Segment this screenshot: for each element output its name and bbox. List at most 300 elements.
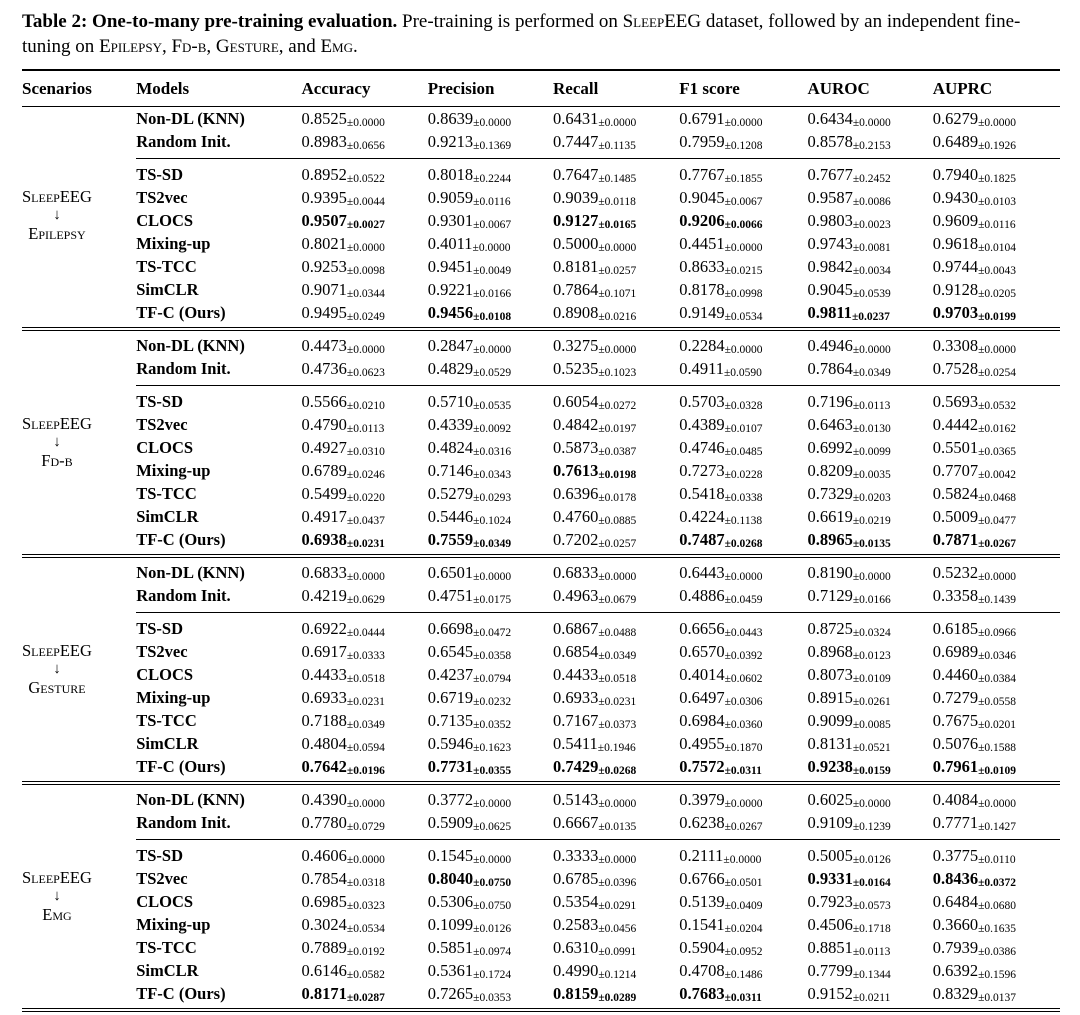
metric-mean: 0.6146 [301,960,347,980]
metric-mean: 0.4990 [553,960,599,980]
metric-mean: 0.9430 [932,187,979,207]
model-name: Non-DL (KNN) [136,335,245,355]
metric-mean: 0.7572 [679,756,725,776]
metric-std: ±0.0459 [724,593,763,606]
metric-cell [807,107,932,131]
metric-std: ±0.0349 [598,649,637,662]
metric-cell [933,130,1060,158]
metric-std: ±0.0178 [598,491,637,504]
metric-std: ±0.0228 [724,468,763,481]
metric-std: ±0.0197 [598,422,637,435]
metric-mean: 0.6791 [679,108,725,128]
metric-mean: 0.6785 [553,868,599,888]
metric-std: ±0.0166 [473,287,512,300]
metric-cell [679,232,807,255]
metric-std: ±0.0237 [851,310,890,323]
metric-cell [302,890,428,913]
metric-cell [679,788,807,811]
metric-cell [302,459,428,482]
metric-mean: 0.8329 [932,983,979,1003]
metric-std: ±0.0373 [598,718,637,731]
metric-std: ±0.0023 [852,218,891,231]
metric-std: ±0.1208 [724,139,763,152]
metric-cell [807,982,932,1005]
metric-std: ±0.0750 [473,899,512,912]
metric-cell [302,561,428,584]
metric-std: ±0.0991 [598,945,637,958]
metric-cell [302,788,428,811]
metric-cell [933,459,1060,482]
metric-std: ±0.1344 [852,968,891,981]
metric-std: ±0.0293 [473,491,512,504]
metric-cell [302,612,428,640]
metric-mean: 0.6984 [679,710,725,730]
metric-cell [679,709,807,732]
metric-cell [428,663,553,686]
metric-std: ±0.0085 [852,718,891,731]
metric-mean: 0.5411 [553,733,598,753]
metric-mean: 0.2847 [427,335,474,355]
metric-mean: 0.9609 [932,210,979,230]
metric-std: ±0.0034 [852,264,891,277]
table-row [22,413,1060,436]
metric-mean: 0.4886 [679,585,725,605]
metric-cell [807,663,932,686]
metric-mean: 0.5946 [427,733,474,753]
metric-std: ±0.1023 [598,366,637,379]
metric-std: ±0.0164 [852,876,891,889]
metric-cell [933,663,1060,686]
metric-cell [302,982,428,1005]
metric-std: ±0.0316 [473,445,512,458]
metric-cell [428,890,553,913]
metric-mean: 0.5446 [427,506,474,526]
model-name: TS-SD [136,612,301,640]
scenario-target: Epilepsy [28,223,86,243]
metric-std: ±0.0349 [473,537,512,550]
metric-std: ±0.0000 [724,241,763,254]
scenario-cell [22,561,136,778]
metric-cell [933,640,1060,663]
table-caption [22,9,1060,59]
metric-std: ±0.0219 [852,514,891,527]
metric-mean: 0.5279 [427,483,474,503]
scenario-cell [22,107,136,325]
column-header-accuracy: Accuracy [302,70,428,107]
table-row [22,612,1060,640]
metric-mean: 0.3772 [427,789,474,809]
model-name: TS2vec [136,868,188,888]
metric-mean: 0.7528 [932,358,979,378]
column-header-auroc: AUROC [807,70,932,107]
metric-cell [679,334,807,357]
metric-std: ±0.0323 [346,899,385,912]
metric-cell [933,255,1060,278]
metric-mean: 0.6833 [553,562,599,582]
metric-std: ±0.1724 [473,968,512,981]
metric-cell [679,482,807,505]
metric-mean: 0.6719 [427,687,474,707]
metric-std: ±0.0126 [473,922,512,935]
table-row [22,561,1060,584]
metric-cell [679,839,807,867]
table-row [22,232,1060,255]
metric-std: ±0.0205 [978,287,1017,300]
metric-cell [807,732,932,755]
model-name: CLOCS [136,437,194,457]
metric-cell [553,209,679,232]
metric-mean: 0.7167 [553,710,599,730]
metric-cell [679,640,807,663]
metric-std: ±0.0679 [598,593,637,606]
metric-std: ±0.0000 [473,797,512,810]
metric-std: ±0.0067 [724,195,763,208]
metric-mean: 0.7429 [553,756,599,776]
metric-std: ±0.0196 [346,764,385,777]
table-row [22,459,1060,482]
metric-mean: 0.8178 [679,279,725,299]
down-arrow-icon: ↓ [53,661,61,678]
model-name: TS-SD [136,839,301,867]
metric-cell [428,788,553,811]
metric-mean: 0.4011 [427,233,473,253]
column-header-recall: Recall [553,70,679,107]
metric-std: ±0.0000 [852,343,891,356]
metric-std: ±0.0249 [346,310,385,323]
metric-cell [807,561,932,584]
metric-cell [807,528,932,551]
metric-cell [428,209,553,232]
metric-cell [553,890,679,913]
metric-mean: 0.6443 [679,562,725,582]
metric-mean: 0.8018 [427,164,474,184]
scenario-source: SleepEEG [22,186,92,206]
caption-dataset-name: Gesture [215,36,279,58]
metric-mean: 0.6279 [932,108,979,128]
metric-cell [553,663,679,686]
metric-std: ±0.0349 [346,718,385,731]
metric-cell [302,232,428,255]
metric-cell [933,788,1060,811]
metric-cell [933,334,1060,357]
metric-mean: 0.5000 [553,233,599,253]
metric-mean: 0.8965 [807,529,853,549]
metric-mean: 0.4911 [679,358,724,378]
metric-std: ±0.0130 [852,422,891,435]
metric-cell [302,107,428,131]
metric-mean: 0.4390 [301,789,347,809]
metric-cell [553,255,679,278]
metric-cell [807,209,932,232]
metric-cell [428,186,553,209]
metric-std: ±0.0392 [724,649,763,662]
metric-std: ±0.0210 [346,399,385,412]
metric-mean: 0.7487 [679,529,725,549]
metric-mean: 0.6310 [553,937,599,957]
metric-cell [428,232,553,255]
metric-cell [302,385,428,413]
table-row [22,686,1060,709]
metric-cell [807,936,932,959]
metric-std: ±0.0268 [724,537,763,550]
metric-std: ±0.2244 [473,172,512,185]
metric-cell [302,755,428,778]
separator-cell [22,778,1060,788]
metric-mean: 0.7923 [807,891,853,911]
metric-std: ±0.0135 [598,820,637,833]
metric-std: ±0.0267 [724,820,763,833]
metric-cell [933,732,1060,755]
metric-cell [679,301,807,324]
metric-cell [302,505,428,528]
metric-cell [553,413,679,436]
down-arrow-icon: ↓ [53,207,61,224]
metric-cell [933,357,1060,385]
metric-cell [807,413,932,436]
metric-std: ±0.0267 [978,537,1017,550]
metric-mean: 0.5139 [679,891,725,911]
metric-mean: 0.5703 [679,391,725,411]
metric-cell [807,357,932,385]
metric-cell [933,209,1060,232]
metric-cell [553,584,679,612]
metric-std: ±0.0310 [346,445,385,458]
metric-cell [553,755,679,778]
metric-cell [933,982,1060,1005]
metric-cell [807,612,932,640]
column-header-scenarios: Scenarios [22,70,136,107]
metric-std: ±0.0231 [346,537,385,550]
metric-mean: 0.6545 [427,641,474,661]
metric-mean: 0.4963 [553,585,599,605]
metric-mean: 0.7939 [932,937,979,957]
metric-cell [428,301,553,324]
metric-mean: 0.6917 [301,641,347,661]
metric-mean: 0.8639 [427,108,474,128]
metric-mean: 0.5904 [679,937,725,957]
metric-cell [807,278,932,301]
table-row [22,936,1060,959]
metric-cell [933,385,1060,413]
model-name: TF-C (Ours) [136,529,226,549]
metric-mean: 0.8968 [807,641,853,661]
model-name: TS-TCC [136,710,197,730]
scenario-source: SleepEEG [22,413,92,433]
metric-mean: 0.7642 [301,756,347,776]
metric-mean: 0.9743 [807,233,853,253]
metric-std: ±0.0199 [978,310,1017,323]
metric-cell [807,186,932,209]
metric-std: ±0.0522 [346,172,385,185]
block-separator [22,1005,1060,1015]
metric-std: ±0.0108 [473,310,512,323]
metric-mean: 0.9206 [679,210,725,230]
metric-mean: 0.6992 [807,437,853,457]
metric-cell [553,107,679,131]
metric-mean: 0.5873 [553,437,599,457]
metric-mean: 0.4237 [427,664,474,684]
metric-cell [807,436,932,459]
metric-mean: 0.6396 [553,483,599,503]
metric-std: ±0.0346 [978,649,1017,662]
metric-cell [428,385,553,413]
metric-std: ±0.0000 [978,343,1017,356]
table-body [22,107,1060,1015]
metric-mean: 0.7675 [932,710,979,730]
metric-cell [428,528,553,551]
metric-cell [933,839,1060,867]
metric-std: ±0.0000 [346,343,385,356]
metric-mean: 0.9618 [932,233,979,253]
metric-mean: 0.8040 [427,868,474,888]
metric-cell [302,528,428,551]
metric-std: ±0.0216 [598,310,637,323]
metric-mean: 0.7135 [427,710,474,730]
table-row [22,334,1060,357]
table-row [22,788,1060,811]
metric-cell [553,301,679,324]
metric-cell [428,913,553,936]
model-name: Random Init. [136,585,231,605]
metric-cell [933,278,1060,301]
metric-std: ±0.0049 [473,264,512,277]
metric-mean: 0.8908 [553,302,599,322]
metric-mean: 0.7864 [807,358,853,378]
metric-mean: 0.1545 [427,845,474,865]
metric-std: ±0.0966 [978,626,1017,639]
metric-mean: 0.7202 [553,529,599,549]
metric-mean: 0.5354 [553,891,599,911]
metric-cell [807,482,932,505]
metric-cell [933,107,1060,131]
metric-mean: 0.9039 [553,187,599,207]
metric-cell [807,640,932,663]
metric-cell [679,811,807,839]
metric-mean: 0.4751 [427,585,474,605]
scenario-cell [22,788,136,1005]
metric-std: ±0.1138 [724,514,763,527]
metric-mean: 0.7959 [679,131,725,151]
header-row [22,70,1060,107]
metric-mean: 0.7871 [932,529,979,549]
down-arrow-icon: ↓ [53,888,61,905]
metric-mean: 0.5418 [679,483,725,503]
metric-mean: 0.7771 [932,812,979,832]
metric-cell [679,732,807,755]
metric-mean: 0.1099 [427,914,474,934]
metric-mean: 0.4219 [301,585,347,605]
metric-cell [807,505,932,528]
metric-std: ±0.0521 [852,741,891,754]
metric-mean: 0.6698 [427,618,474,638]
scenario-target: Fd-b [41,450,73,470]
model-name: Mixing-up [136,460,211,480]
scenario-label [22,641,92,699]
metric-std: ±0.0118 [598,195,636,208]
metric-std: ±0.1024 [473,514,512,527]
metric-cell [302,867,428,890]
metric-cell [807,130,932,158]
table-row [22,255,1060,278]
metric-mean: 0.9811 [807,302,852,322]
metric-std: ±0.0000 [473,116,512,129]
metric-mean: 0.6667 [553,812,599,832]
metric-cell [302,732,428,755]
metric-mean: 0.4014 [679,664,725,684]
metric-cell [302,301,428,324]
metric-std: ±0.0159 [852,764,891,777]
metric-mean: 0.6238 [679,812,725,832]
metric-std: ±0.0231 [346,695,385,708]
metric-cell [302,584,428,612]
metric-mean: 0.3775 [932,845,979,865]
metric-mean: 0.2111 [679,845,724,865]
scenario-cell [22,334,136,551]
metric-mean: 0.1541 [679,914,725,934]
metric-cell [933,686,1060,709]
metric-std: ±0.1588 [978,741,1017,754]
metric-cell [807,232,932,255]
metric-mean: 0.6185 [932,618,979,638]
metric-std: ±0.0000 [598,853,637,866]
metric-mean: 0.9045 [807,279,853,299]
metric-std: ±0.0384 [978,672,1017,685]
metric-cell [302,186,428,209]
metric-cell [933,505,1060,528]
metric-std: ±0.0215 [724,264,763,277]
metric-mean: 0.4451 [679,233,725,253]
metric-std: ±0.0000 [723,853,762,866]
metric-mean: 0.9127 [553,210,599,230]
metric-std: ±0.0103 [978,195,1017,208]
metric-mean: 0.5851 [427,937,474,957]
metric-mean: 0.7613 [553,460,599,480]
metric-mean: 0.3358 [932,585,979,605]
metric-std: ±0.0086 [852,195,891,208]
metric-cell [679,436,807,459]
metric-mean: 0.6570 [679,641,725,661]
table-row [22,755,1060,778]
metric-std: ±0.0387 [598,445,637,458]
metric-std: ±0.0437 [346,514,385,527]
column-header-f1-score: F1 score [679,70,807,107]
metric-mean: 0.9213 [427,131,474,151]
metric-mean: 0.9703 [932,302,979,322]
metric-mean: 0.7273 [679,460,725,480]
metric-mean: 0.7279 [932,687,979,707]
metric-mean: 0.6867 [553,618,599,638]
metric-mean: 0.6656 [679,618,725,638]
metric-cell [302,130,428,158]
metric-cell [679,612,807,640]
table-row [22,130,1060,158]
metric-mean: 0.8159 [553,983,599,1003]
metric-std: ±0.0488 [598,626,637,639]
metric-cell [933,709,1060,732]
model-name: Non-DL (KNN) [136,108,245,128]
model-name: CLOCS [136,664,194,684]
metric-cell [933,482,1060,505]
metric-cell [807,839,932,867]
metric-cell [428,839,553,867]
metric-mean: 0.3024 [301,914,347,934]
metric-std: ±0.0372 [978,876,1017,889]
metric-mean: 0.8525 [301,108,347,128]
metric-cell [428,158,553,186]
metric-cell [807,584,932,612]
metric-cell [553,528,679,551]
metric-cell [679,584,807,612]
